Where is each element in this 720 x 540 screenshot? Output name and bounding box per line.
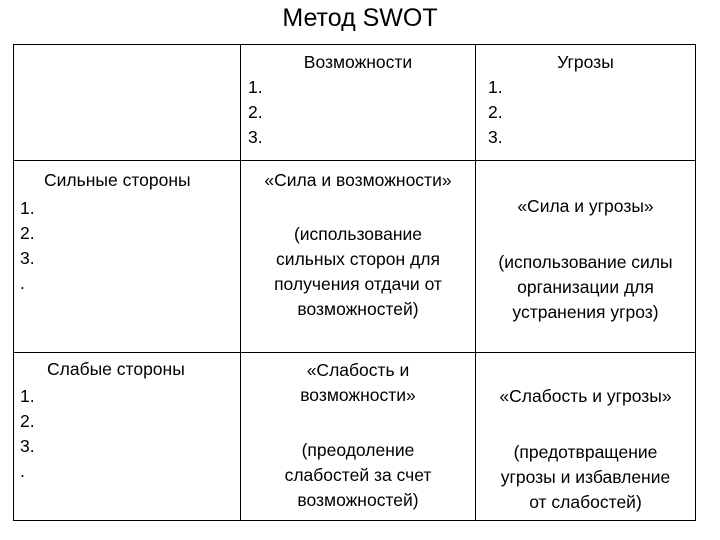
list-item: 3. [20, 248, 35, 268]
list-item: 1. [488, 77, 503, 97]
list-item: 3. [20, 436, 35, 456]
wt-description-line: от слабостей) [529, 492, 642, 512]
table-border-right [695, 44, 696, 521]
table-border-left [13, 44, 14, 521]
wo-title-line: «Слабость и [306, 360, 410, 380]
list-item: 1. [20, 198, 35, 218]
wo-title-line: возможности» [300, 385, 416, 405]
so-description-line: получения отдачи от [274, 274, 442, 294]
table-row-divider-2 [13, 352, 696, 353]
so-description-line: сильных сторон для [276, 249, 440, 269]
strengths-header: Сильные стороны [44, 170, 191, 190]
wt-description-line: (предотвращение [513, 442, 658, 462]
list-item: 1. [20, 386, 35, 406]
opportunities-list [248, 75, 263, 150]
list-item: 3. [488, 127, 503, 147]
threats-header: Угрозы [557, 52, 614, 72]
weaknesses-list [20, 384, 35, 484]
wt-description [476, 440, 695, 515]
table-border-bottom [13, 520, 696, 521]
list-item: 2. [20, 223, 35, 243]
wt-title: «Слабость и угрозы» [499, 386, 672, 406]
list-item: 2. [248, 102, 263, 122]
so-description-line: (использование [293, 224, 423, 244]
wo-description [241, 438, 475, 513]
weaknesses-header: Слабые стороны [47, 359, 185, 379]
st-description [476, 250, 695, 325]
threats-list [488, 75, 503, 150]
st-description-line: организации для [517, 277, 654, 297]
wo-description-line: (преодоление [301, 440, 415, 460]
list-item: 1. [248, 77, 263, 97]
opportunities-header: Возможности [303, 52, 413, 72]
wo-description-line: слабостей за счет [284, 465, 432, 485]
so-description-line: возможностей) [297, 299, 419, 319]
page-title: Метод SWOT [282, 4, 438, 32]
wt-description-line: угрозы и избавление [500, 467, 671, 487]
list-item: 3. [248, 127, 263, 147]
wo-description-line: возможностей) [297, 490, 419, 510]
wo-title [241, 358, 475, 408]
so-title: «Сила и возможности» [264, 170, 452, 190]
table-row-divider-1 [13, 160, 696, 161]
st-title: «Сила и угрозы» [517, 196, 654, 216]
list-item: 2. [20, 411, 35, 431]
list-item: . [20, 461, 25, 481]
table-border-top [13, 44, 696, 45]
list-item: . [20, 273, 25, 293]
st-description-line: устранения угроз) [512, 302, 659, 322]
so-description [241, 222, 475, 322]
st-description-line: (использование силы [498, 252, 673, 272]
strengths-list [20, 196, 35, 296]
list-item: 2. [488, 102, 503, 122]
